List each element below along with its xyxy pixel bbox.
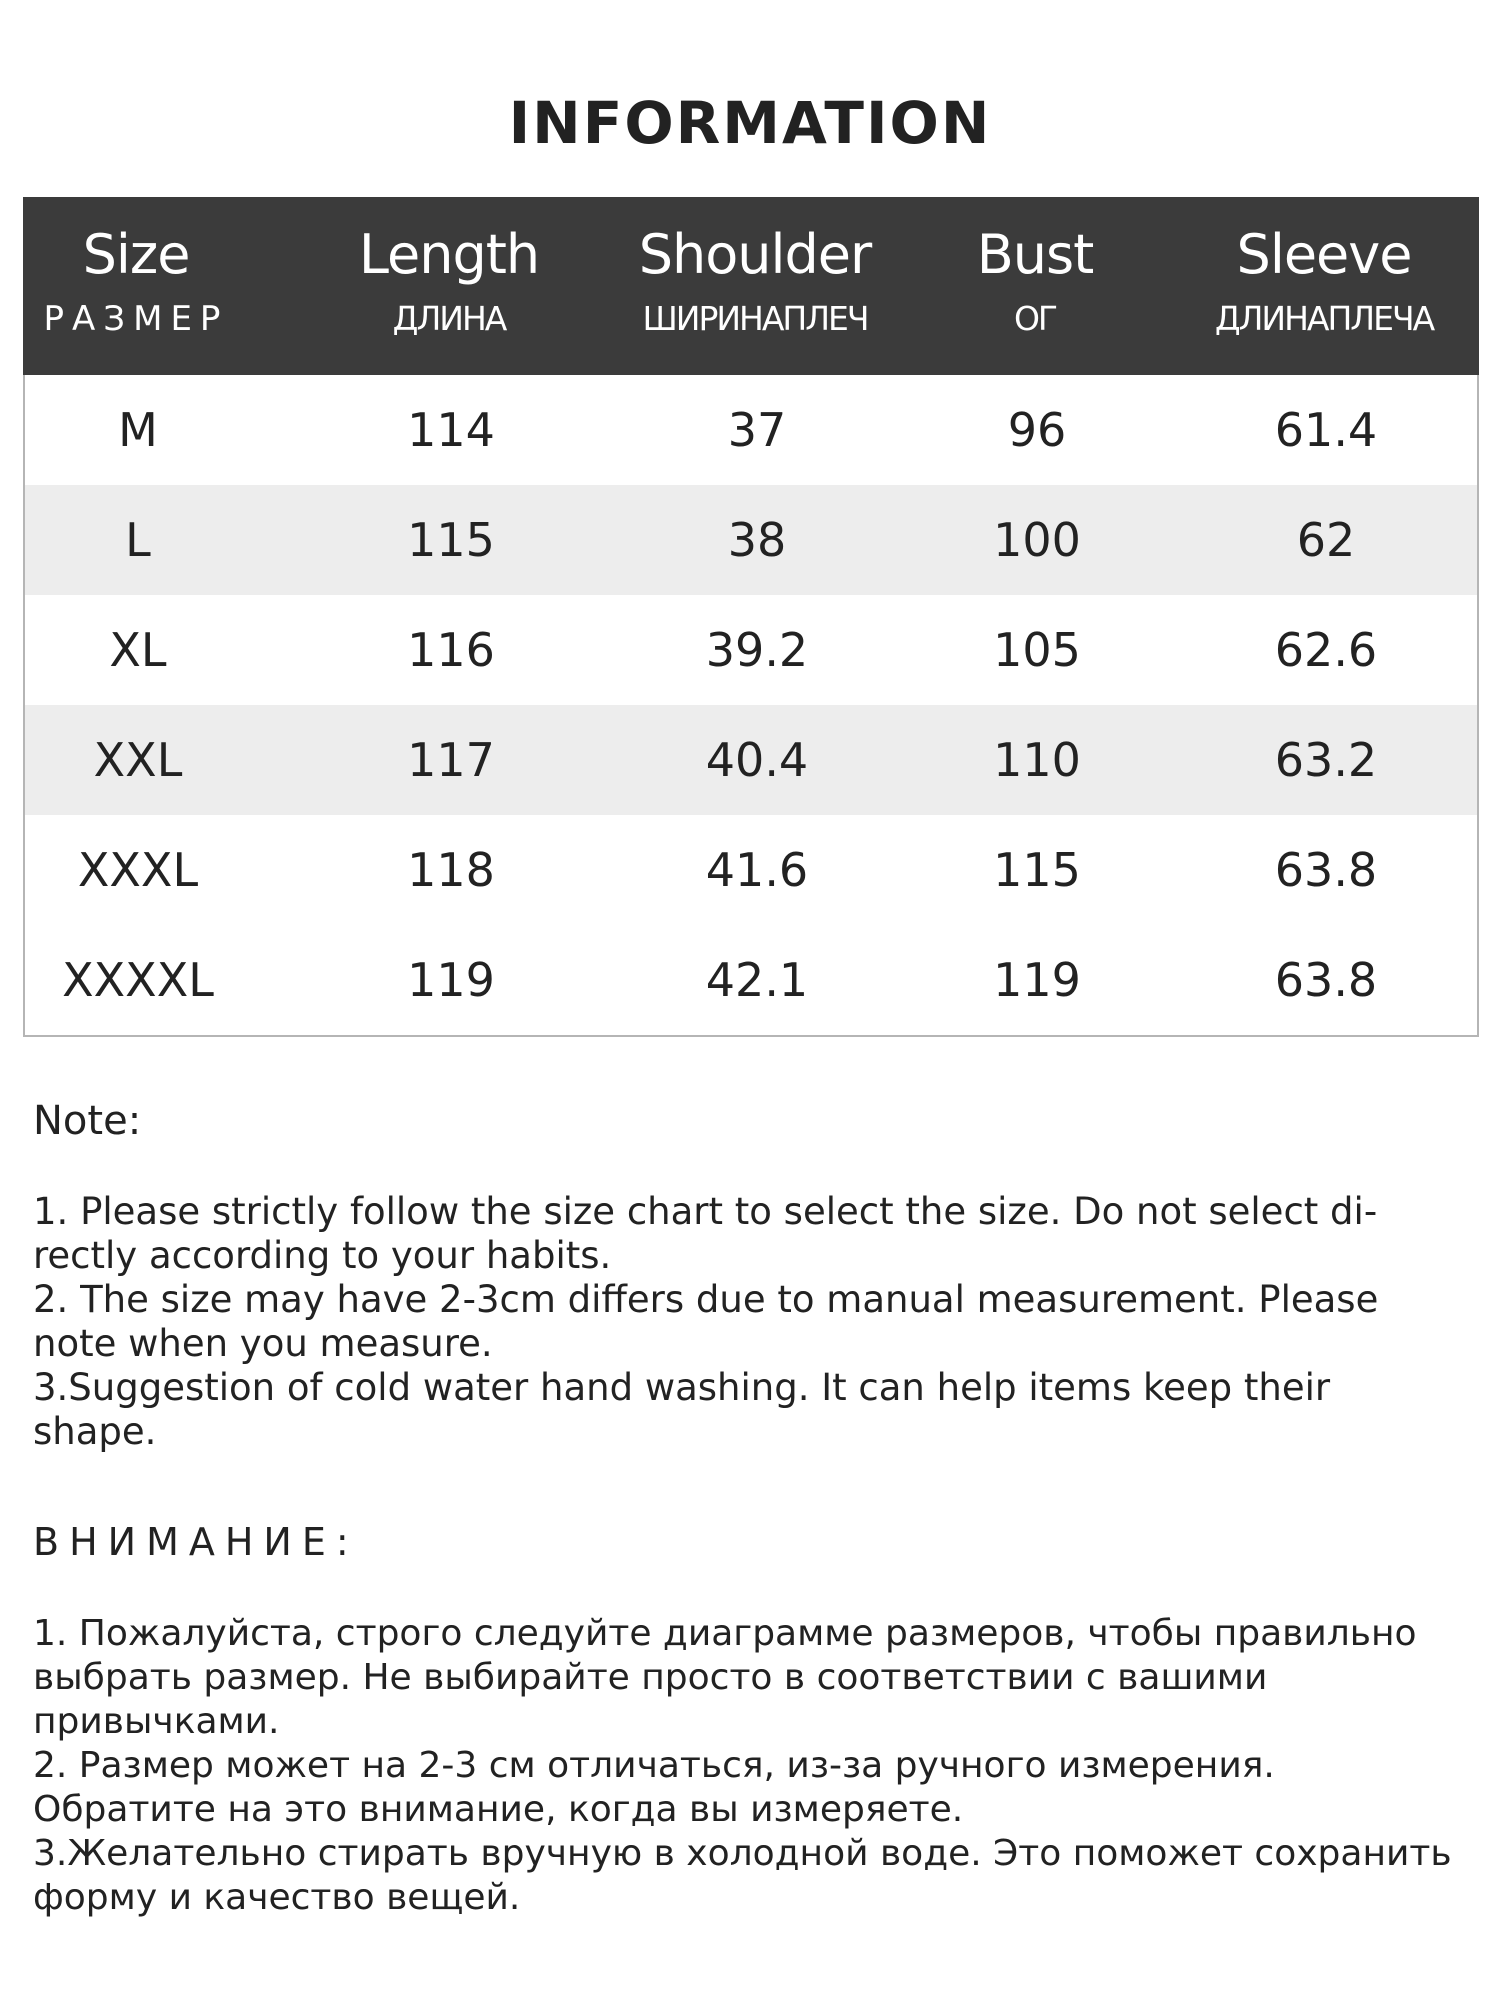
header-label-ru: РАЗМЕР	[43, 299, 229, 339]
cell-size: XXXXL	[62, 953, 214, 1007]
cell-shoulder: 41.6	[705, 843, 809, 897]
header-label-en: Bust	[976, 223, 1094, 286]
cell-sleeve: 62.6	[1274, 623, 1378, 677]
header-bust	[861, 197, 1209, 375]
note-list	[33, 1190, 1453, 1454]
cell-size: XL	[109, 623, 167, 677]
cell-bust: 105	[993, 623, 1081, 677]
table-row	[25, 815, 1477, 925]
cell-sleeve: 62	[1296, 513, 1356, 567]
cell-length: 119	[407, 953, 495, 1007]
cell-bust: 115	[993, 843, 1081, 897]
cell-sleeve: 63.8	[1274, 953, 1378, 1007]
cell-bust: 119	[993, 953, 1081, 1007]
table-row	[25, 705, 1477, 815]
cell-shoulder: 39.2	[705, 623, 809, 677]
table-row	[25, 375, 1477, 485]
header-label-en: Sleeve	[1236, 223, 1412, 286]
cell-length: 116	[407, 623, 495, 677]
header-label-ru: ДЛИНА	[392, 299, 506, 338]
cell-length: 114	[407, 403, 495, 457]
cell-sleeve: 63.2	[1274, 733, 1378, 787]
table-row	[25, 595, 1477, 705]
cell-length: 115	[407, 513, 495, 567]
header-shoulder	[638, 197, 872, 375]
cell-shoulder: 38	[727, 513, 787, 567]
header-label-en: Size	[82, 223, 190, 286]
header-label-ru: ОГ	[1013, 299, 1057, 338]
note-item: 1. Please strictly follow the size chart to select the size. Do not select di-rectly according to your habits.	[33, 1190, 1378, 1277]
cell-bust: 110	[993, 733, 1081, 787]
header-size	[23, 197, 249, 375]
note-heading: Note:	[33, 1098, 142, 1144]
cell-size: XXL	[93, 733, 183, 787]
size-chart-table	[23, 197, 1479, 1037]
note-item: 2. The size may have 2-3cm differs due to manual measurement. Please note when you measure.	[33, 1278, 1379, 1365]
header-label-en: Length	[358, 223, 540, 286]
page-title: INFORMATION	[508, 89, 992, 157]
cell-shoulder: 40.4	[705, 733, 809, 787]
attention-item: 2. Размер может на 2-3 см отличаться, из-за ручного измерения. Обратите на это внимание, когда вы измеряете.	[33, 1745, 1275, 1830]
cell-size: M	[118, 403, 158, 457]
cell-sleeve: 63.8	[1274, 843, 1378, 897]
header-label-en: Shoulder	[638, 223, 872, 286]
table-row	[25, 485, 1477, 595]
header-label-ru: ШИРИНАПЛЕЧ	[642, 299, 868, 338]
cell-size: L	[125, 513, 151, 567]
attention-heading: ВНИМАНИЕ:	[33, 1520, 359, 1564]
header-sleeve	[1209, 197, 1439, 375]
cell-shoulder: 42.1	[705, 953, 809, 1007]
table-header	[23, 197, 1479, 375]
attention-item: 3.Желательно стирать вручную в холодной воде. Это поможет сохранить форму и качество вещей.	[33, 1833, 1452, 1918]
cell-bust: 100	[993, 513, 1081, 567]
cell-shoulder: 37	[727, 403, 787, 457]
cell-bust: 96	[1007, 403, 1067, 457]
cell-length: 118	[407, 843, 495, 897]
cell-length: 117	[407, 733, 495, 787]
header-length	[249, 197, 649, 375]
header-label-ru: ДЛИНАПЛЕЧА	[1214, 299, 1434, 338]
cell-sleeve: 61.4	[1274, 403, 1378, 457]
attention-list	[33, 1612, 1453, 1920]
cell-size: XXXL	[77, 843, 199, 897]
attention-item: 1. Пожалуйста, строго следуйте диаграмме размеров, чтобы правильно выбрать размер. Не выбирайте просто в соответствии с вашими привычками.	[33, 1613, 1417, 1742]
table-row	[25, 925, 1477, 1035]
note-item: 3.Suggestion of cold water hand washing. It can help items keep their shape.	[33, 1366, 1331, 1453]
